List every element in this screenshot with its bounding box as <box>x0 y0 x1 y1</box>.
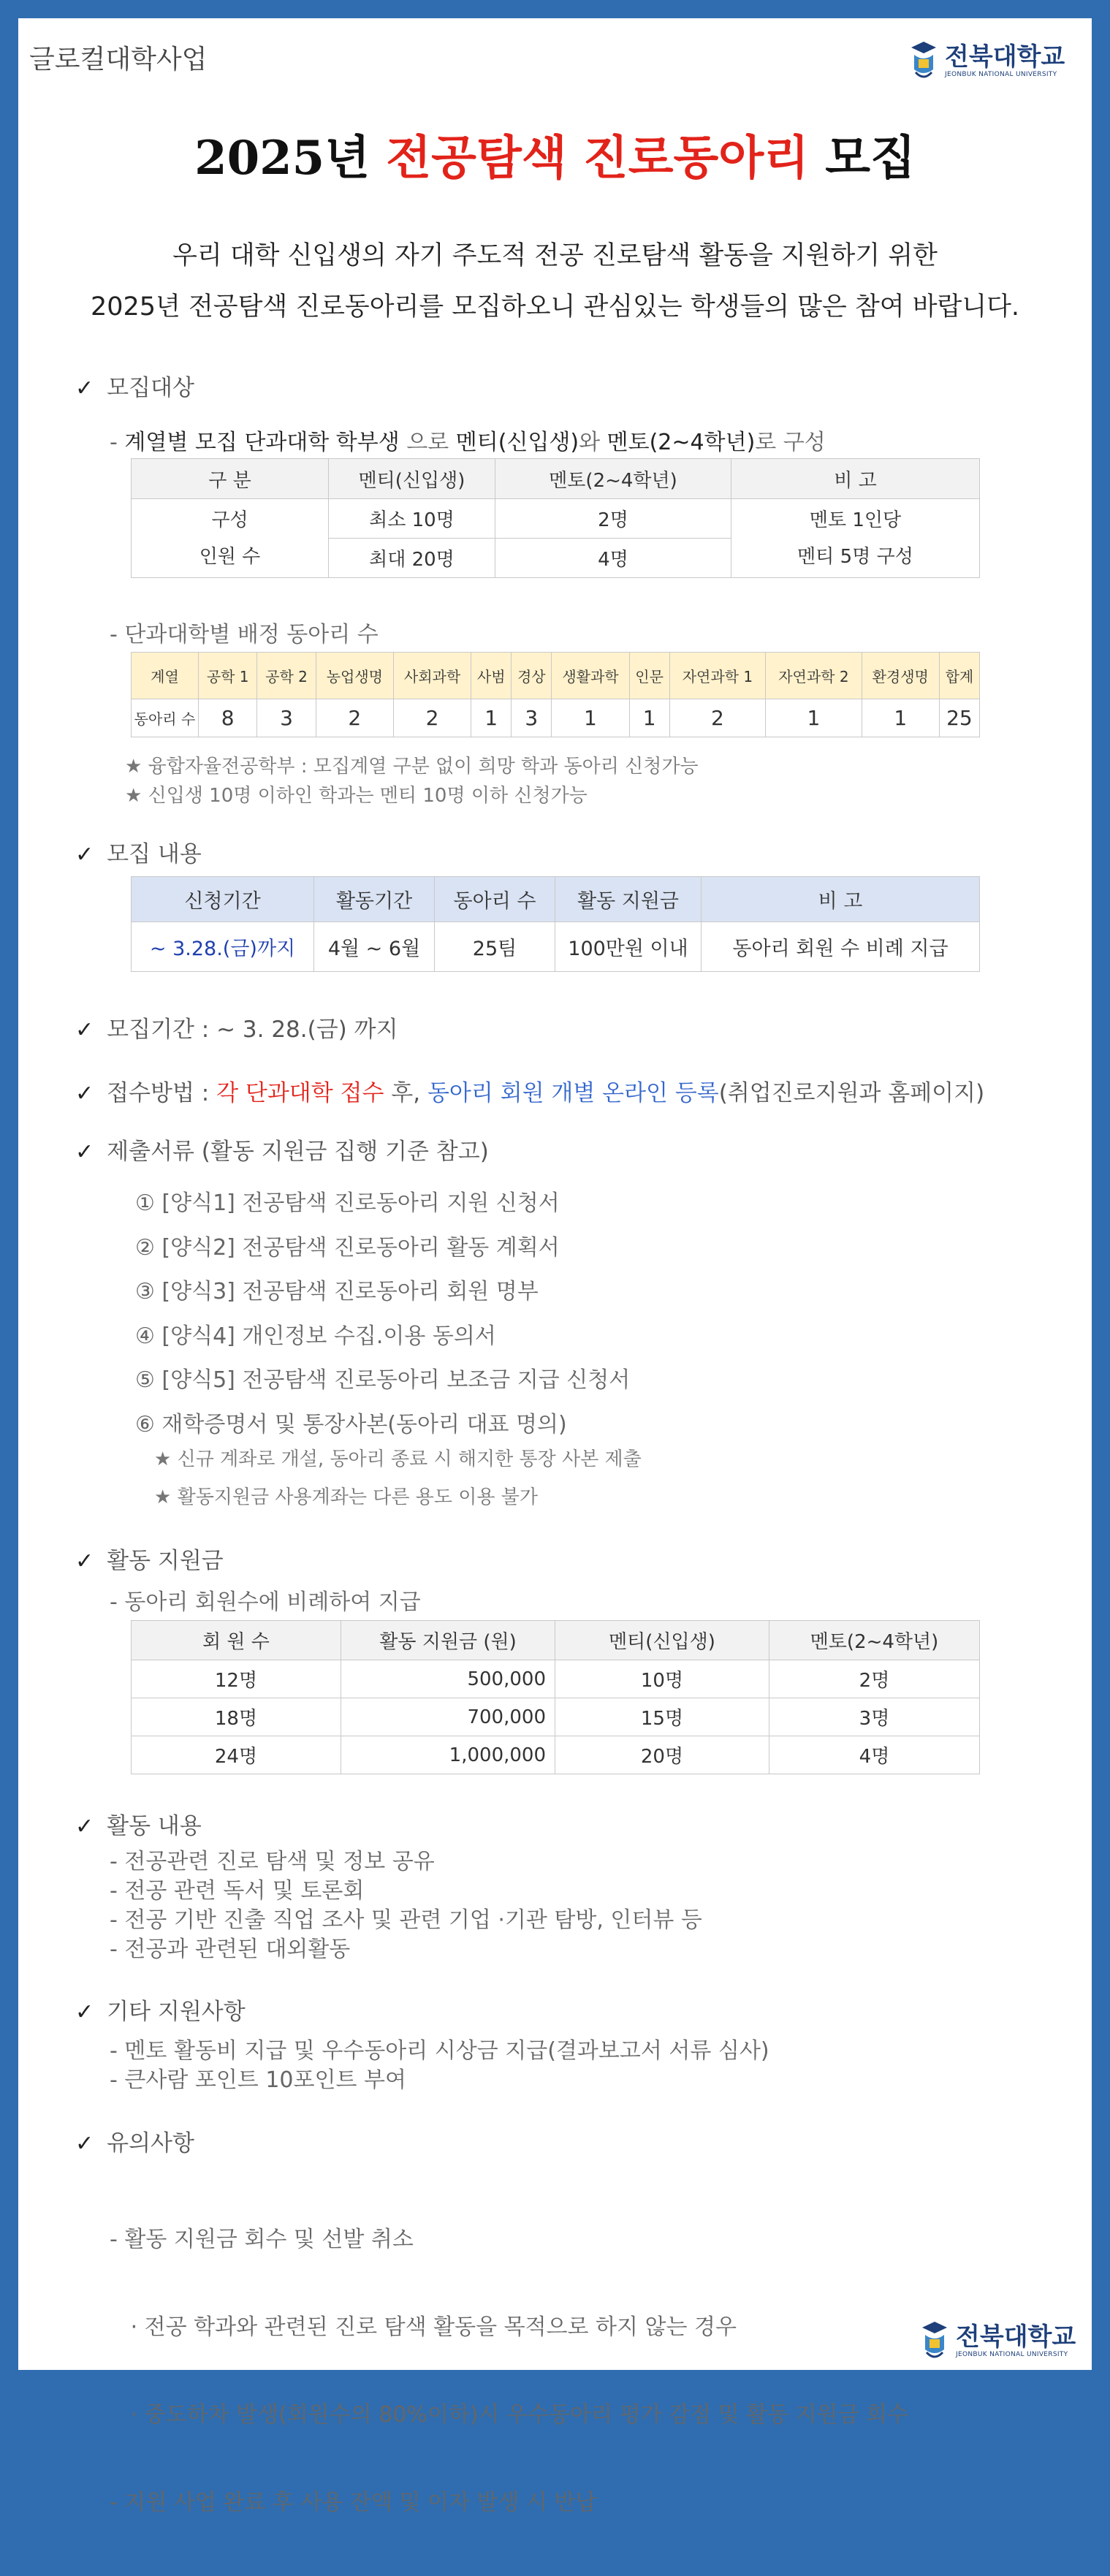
section-other-support: ✓ 기타 지원사항 <box>75 1999 246 2025</box>
check-icon: ✓ <box>75 1999 94 2025</box>
university-emblem-icon <box>908 40 939 81</box>
table-row: 24명 1,000,000 20명 4명 <box>132 1736 980 1774</box>
target-description: - 계열별 모집 단과대학 학부생 으로 멘티(신입생)와 멘토(2~4학년)로 구성 <box>110 430 826 455</box>
section-recruit-period: ✓ 모집기간 : ~ 3. 28.(금) 까지 <box>75 1017 398 1043</box>
college-allocation-table: 계열 공학 1 공학 2 농업생명 사회과학 사범 경상 생활과학 인문 자연과학 1 자연과학 2 환경생명 합계 동아리 수 8 3 2 2 1 3 1 1 2 1 1 25 <box>131 652 980 737</box>
documents-note-1: ★ 신규 계좌로 개설, 동아리 종료 시 해지한 통장 사본 제출 <box>154 1448 642 1470</box>
list-item: - 큰사람 포인트 10포인트 부여 <box>110 2067 406 2093</box>
logo-name: 전북대학교 <box>945 42 1065 72</box>
list-item: - 전공 관련 독서 및 토론회 <box>110 1878 365 1904</box>
section-cautions: ✓ 유의사항 <box>75 2130 194 2157</box>
check-icon: ✓ <box>75 1017 94 1043</box>
check-icon: ✓ <box>75 1081 94 1106</box>
title-year: 2025년 <box>194 131 370 186</box>
list-item: - 전공관련 진로 탐색 및 정보 공유 <box>110 1849 435 1874</box>
university-logo-top <box>908 40 1065 81</box>
table-row: 12명 500,000 10명 2명 <box>132 1660 980 1698</box>
page-title <box>18 121 1092 188</box>
table-row: 18명 700,000 15명 3명 <box>132 1698 980 1736</box>
document-item: ⑥ 재학증명서 및 통장사본(동아리 대표 명의) <box>135 1411 567 1437</box>
section-recruit-target: ✓ 모집대상 <box>75 375 194 401</box>
cautions-list <box>110 2167 908 2576</box>
list-item: · 전공 학과와 관련된 진로 탐색 활동을 목적으로 하지 않는 경우 <box>110 2314 737 2340</box>
list-item: - 전공 기반 진출 직업 조사 및 관련 기업 ·기관 탐방, 인터뷰 등 <box>110 1907 702 1933</box>
section-application-method: ✓ 접수방법 : 각 단과대학 접수 후, 동아리 회원 개별 온라인 등록(취업진로지원과 홈페이지) <box>75 1080 985 1106</box>
list-item: - 지원 사업 완료 후 사용 잔액 및 이자 발생 시 반납 <box>110 2490 597 2515</box>
list-item: · 중도하차 발생(회원수의 80%이하)시 우수동아리 평가 감점 및 활동 지원금 회수 <box>110 2402 908 2428</box>
poster <box>18 18 1092 2515</box>
recruit-content-table: 신청기간 활동기간 동아리 수 활동 지원금 비 고 ~ 3.28.(금)까지 4월 ~ 6월 25팀 100만원 이내 동아리 회원 수 비례 지급 <box>131 876 980 972</box>
check-icon: ✓ <box>75 1549 94 1574</box>
section-recruit-content: ✓ 모집 내용 <box>75 841 202 867</box>
list-item: - 멘토 활동비 지급 및 우수동아리 시상금 지급(결과보고서 서류 심사) <box>110 2038 769 2064</box>
logo-english: JEONBUK NATIONAL UNIVERSITY <box>945 71 1057 78</box>
college-allocation-label: - 단과대학별 배정 동아리 수 <box>110 622 379 647</box>
section-activity-fund: ✓ 활동 지원금 <box>75 1548 224 1574</box>
fund-description: - 동아리 회원수에 비례하여 지급 <box>110 1589 421 1615</box>
allocation-note-1: ★ 융합자율전공학부 : 모집계열 구분 없이 희망 학과 동아리 신청가능 <box>125 756 699 778</box>
list-item: - 활동 지원금 회수 및 선발 취소 <box>110 2227 414 2252</box>
check-icon: ✓ <box>75 1814 94 1839</box>
activity-list <box>110 1847 702 1964</box>
check-icon: ✓ <box>75 842 94 867</box>
support-list <box>110 2037 769 2095</box>
allocation-note-2: ★ 신입생 10명 이하인 학과는 멘티 10명 이하 신청가능 <box>125 785 588 807</box>
logo-english: JEONBUK NATIONAL UNIVERSITY <box>956 2351 1068 2358</box>
title-suffix: 모집 <box>825 132 916 186</box>
document-item: ④ [양식4] 개인정보 수집.이용 동의서 <box>135 1323 496 1349</box>
program-label: 글로컬대학사업 <box>29 45 208 75</box>
document-item: ③ [양식3] 전공탐색 진로동아리 회원 명부 <box>135 1279 539 1304</box>
logo-name: 전북대학교 <box>956 2322 1076 2352</box>
university-emblem-icon <box>919 2320 950 2361</box>
document-item: ② [양식2] 전공탐색 진로동아리 활동 계획서 <box>135 1234 560 1261</box>
document-item: ⑤ [양식5] 전공탐색 진로동아리 보조금 지급 신청서 <box>135 1367 631 1393</box>
check-icon: ✓ <box>75 2131 94 2157</box>
document-item: ① [양식1] 전공탐색 진로동아리 지원 신청서 <box>135 1190 560 1216</box>
title-highlight: 전공탐색 진로동아리 <box>386 132 809 186</box>
activity-fund-table: 회 원 수 활동 지원금 (원) 멘티(신입생) 멘토(2~4학년) 12명 500,000 10명 2명 18명 700,000 15명 3명 24명 1,000,000 20명 4명 <box>131 1620 980 1774</box>
section-documents: ✓ 제출서류 (활동 지원금 집행 기준 참고) <box>75 1139 489 1165</box>
intro-text: 우리 대학 신입생의 자기 주도적 전공 진로탐색 활동을 지원하기 위한 2025년 전공탐색 진로동아리를 모집하오니 관심있는 학생들의 많은 참여 바랍니다. <box>90 241 1020 322</box>
section-activity-content: ✓ 활동 내용 <box>75 1813 202 1839</box>
university-logo-bottom <box>919 2320 1076 2361</box>
documents-note-2: ★ 활동지원금 사용계좌는 다른 용도 이용 불가 <box>154 1486 538 1508</box>
list-item: - 전공과 관련된 대외활동 <box>110 1937 351 1962</box>
composition-table: 구 분 멘티(신입생) 멘토(2~4학년) 비 고 구성 인원 수 최소 10명 2명 멘토 1인당 멘티 5명 구성 최대 20명 4명 <box>131 458 980 578</box>
documents-list <box>135 1182 630 1447</box>
check-icon: ✓ <box>75 376 94 401</box>
check-icon: ✓ <box>75 1139 94 1165</box>
